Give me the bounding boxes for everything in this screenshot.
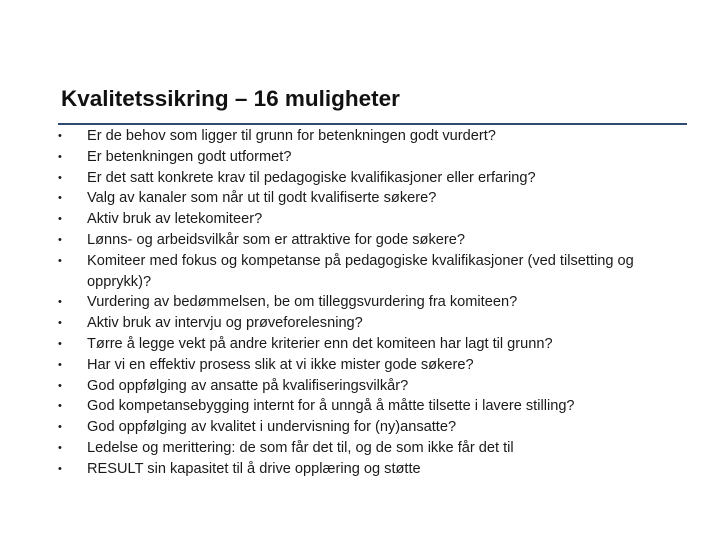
bullet-icon: •: [58, 171, 62, 184]
bullet-icon: •: [58, 192, 62, 205]
list-item-text: Tørre å legge vekt på andre kriterier enn det komiteen har lagt til grunn?: [87, 335, 553, 352]
bullet-icon: •: [58, 462, 62, 475]
list-item: [58, 168, 698, 189]
list-item-text: Valg av kanaler som når ut til godt kvalifiserte søkere?: [87, 190, 437, 207]
title-divider: [58, 123, 687, 125]
list-item: [58, 230, 698, 251]
bullet-list: [58, 126, 698, 480]
list-item: [58, 376, 698, 397]
list-item: [58, 334, 698, 355]
list-item-text: Aktiv bruk av letekomiteer?: [87, 211, 263, 228]
list-item: [58, 188, 698, 209]
bullet-icon: •: [58, 296, 62, 309]
bullet-icon: •: [58, 317, 62, 330]
bullet-icon: •: [58, 441, 62, 454]
list-item-text: God oppfølging av ansatte på kvalifiseringsvilkår?: [87, 377, 409, 394]
slide-title: Kvalitetssikring – 16 muligheter: [61, 86, 400, 111]
bullet-icon: •: [58, 233, 62, 246]
bullet-icon: •: [58, 400, 62, 413]
list-item: [58, 355, 698, 376]
bullet-icon: •: [58, 213, 62, 226]
list-item: [58, 417, 698, 438]
list-item-text: Har vi en effektiv prosess slik at vi ikke mister gode søkere?: [87, 356, 474, 373]
list-item: [58, 126, 698, 147]
list-item: [58, 459, 698, 480]
list-item-text: God kompetansebygging internt for å unngå å måtte tilsette i lavere stilling?: [87, 398, 575, 415]
bullet-icon: •: [58, 150, 62, 163]
bullet-icon: •: [58, 130, 62, 142]
bullet-icon: •: [58, 337, 62, 350]
list-item: [58, 292, 698, 313]
list-item-text: God oppfølging av kvalitet i undervisning for (ny)ansatte?: [87, 419, 457, 436]
bullet-icon: •: [58, 379, 62, 392]
list-item-text: Vurdering av bedømmelsen, be om tilleggsvurdering fra komiteen?: [87, 294, 518, 311]
bullet-icon: •: [58, 421, 62, 434]
list-item: [58, 438, 698, 459]
list-item-text: Aktiv bruk av intervju og prøveforelesning?: [87, 315, 363, 332]
list-item-text: Ledelse og merittering: de som får det til, og de som ikke får det til: [87, 439, 514, 456]
bullet-icon: •: [58, 254, 62, 267]
list-item: [58, 313, 698, 334]
list-item-text: Er betenkningen godt utformet?: [87, 148, 292, 165]
list-item: [58, 209, 698, 230]
list-item-text: Er de behov som ligger til grunn for betenkningen godt vurdert?: [87, 128, 496, 144]
list-item-text: Komiteer med fokus og kompetanse på pedagogiske kvalifikasjoner (ved tilsetting og opprykk)?: [87, 252, 634, 290]
bullet-icon: •: [58, 358, 62, 371]
list-item: [58, 147, 698, 168]
list-item-text: Er det satt konkrete krav til pedagogiske kvalifikasjoner eller erfaring?: [87, 169, 536, 186]
list-item: [58, 251, 698, 293]
list-item-text: RESULT sin kapasitet til å drive opplæring og støtte: [87, 460, 421, 477]
list-item-text: Lønns- og arbeidsvilkår som er attraktive for gode søkere?: [87, 231, 465, 248]
list-item: [58, 396, 698, 417]
